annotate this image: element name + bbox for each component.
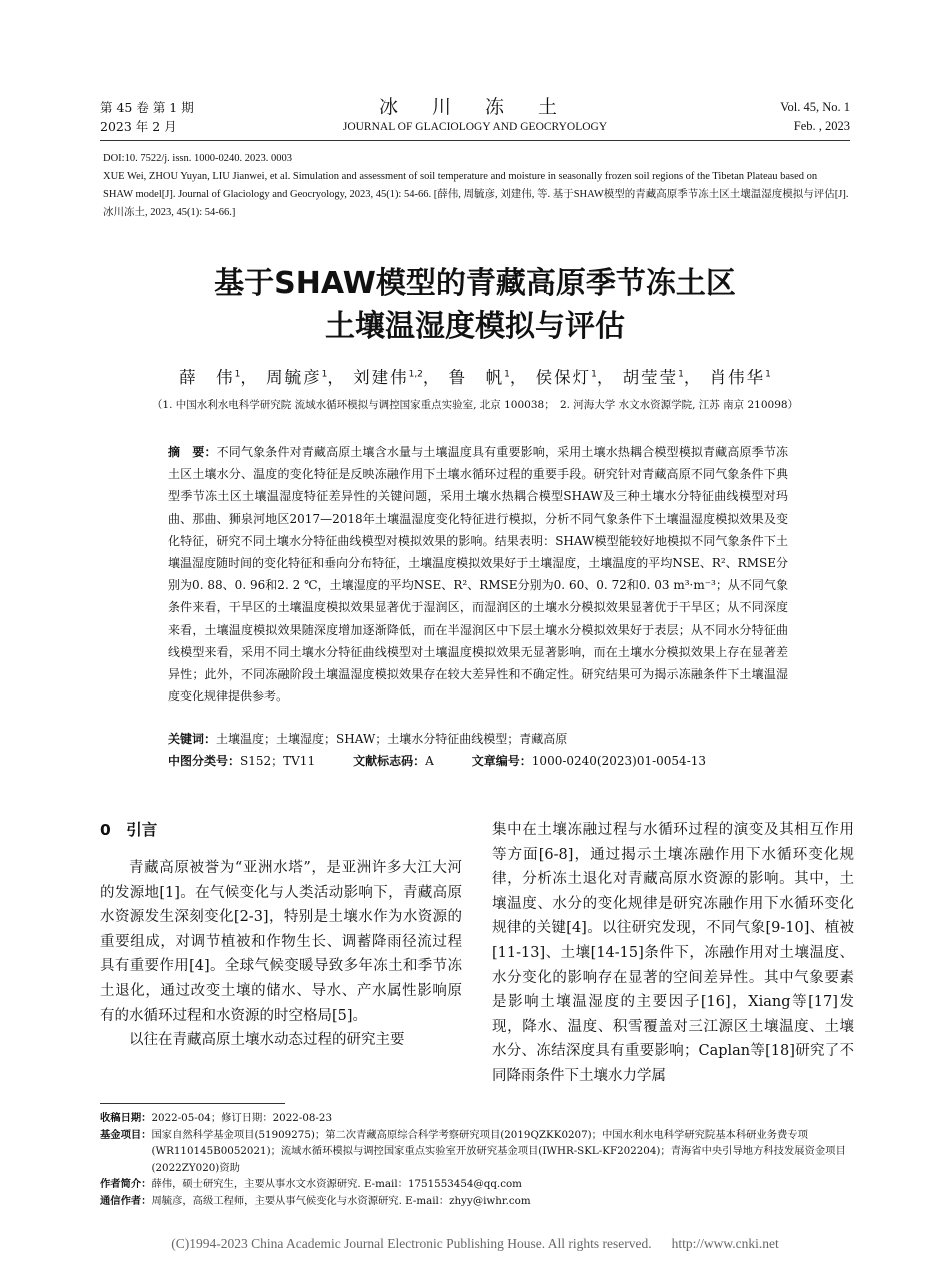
date-en: Feb. , 2023 <box>793 119 850 133</box>
body-paragraph: 以往在青藏高原土壤水动态过程的研究主要 <box>129 1032 405 1049</box>
citation-block <box>103 150 849 222</box>
article-no-label: 文章编号： <box>471 754 532 768</box>
running-header-left <box>100 98 194 136</box>
keywords <box>168 730 788 747</box>
keywords-text: 土壤温度；土壤湿度；SHAW；土壤水分特征曲线模型；青藏高原 <box>216 732 568 746</box>
doc-code-label: 文献标志码： <box>353 754 426 768</box>
volume-issue-en: Vol. 45, No. 1 <box>780 100 850 114</box>
running-header-center <box>300 96 650 136</box>
section-heading: 0 引言 <box>100 821 158 839</box>
clc-label: 中图分类号： <box>168 754 241 768</box>
volume-issue-cn: 第 45 卷 第 1 期 <box>100 100 194 115</box>
author: 刘建伟$^{1,2}$ <box>353 368 423 387</box>
abstract-text: 不同气象条件对青藏高原土壤含水量与土壤温度具有重要影响，采用土壤水热耦合模型模拟青藏高原季节冻土区土壤水分、温度的变化特征是反映冻融作用下土壤水循环过程的重要手段。研究针对青藏高原不同气象条件下典型季节冻土区土壤温湿度特征差异性的关键问题，采用土壤水热耦合模型SHAW及三种土壤水分特征曲线模型对玛曲、那曲、狮泉河地区2017—2018年土壤温湿度变化特征进行模拟，分析不同气象条件下土壤温湿度模拟效果及变化特征，研究不同土壤水分特征曲线模型对模拟效果的影响。结果表明：SHAW模型能较好地模拟不同气象条件下土壤温湿度随时间的变化特征和垂向分布特征，土壤温度模拟效果好于土壤湿度，土壤温度的平均NSE、R²、RMSE分别为0. 88、0. 96和2. 2 ℃，土壤湿度的平均NSE、R²、RMSE分别为0. 60、0. 72和0. 03 m³·m⁻³；从不同气象条件来看，干旱区的土壤温度模拟效果显著优于湿润区，而湿润区的土壤水分模拟效果显著优于干旱区；从不同深度来看，土壤温度模拟效果随深度增加逐渐降低，而在半湿润区中下层土壤水分模拟效果好于表层；从不同水分特征曲线模型来看，采用不同土壤水分特征曲线模型对土壤温度模拟效果无显著影响，而在土壤水分模拟效果上存在显著差异性；此外，不同冻融阶段土壤温湿度模拟效果存在较大差异性和不确定性。研究结果可为揭示冻融条件下土壤温湿度变化规律提供参考。 <box>168 445 788 704</box>
author: 薛 伟$^1$ <box>179 368 241 387</box>
date-cn: 2023 年 2 月 <box>100 119 177 134</box>
footnotes <box>100 1110 852 1209</box>
journal-name-cn: 冰 川 冻 土 <box>378 96 572 118</box>
author: 肖伟华$^1$ <box>709 368 771 387</box>
copyright-text: (C)1994-2023 China Academic Journal Electronic Publishing House. All rights reserved. <box>171 1236 652 1251</box>
abstract-label: 摘 要： <box>168 445 217 459</box>
header-rule <box>100 140 850 141</box>
footnote-corresponding: 通信作者： 周毓彦，高级工程师，主要从事气候变化与水资源研究. E-mail：zhyy@iwhr.com <box>100 1194 531 1207</box>
footnote-funding: 基金项目： 国家自然科学基金项目(51909275)；第二次青藏高原综合科学考察研究项目(2019QZKK0207)；中国水利水电科学研究院基本科研业务费专项(WR110145B0052021)；流域水循环模拟与调控国家重点实验室开放研究基金项目(IWHR-SKL-KF202204)；青海省中央引导地方科技发展资金项目(2022ZY020)资助 <box>100 1128 846 1174</box>
doc-code-value: A <box>425 754 434 768</box>
author: 周毓彦$^1$ <box>266 368 328 387</box>
abstract <box>168 441 788 707</box>
journal-name-en: JOURNAL OF GLACIOLOGY AND GEOCRYOLOGY <box>342 121 608 133</box>
body-paragraph: 集中在土壤冻融过程与水循环过程的演变及其相互作用等方面[6-8]，通过揭示土壤冻融作用下水循环变化规律，分析冻土退化对青藏高原水资源的影响。其中，土壤温度、水分的变化规律是研究冻融作用下水循环变化规律的关键[4]。以往研究发现，不同气象[9-10]、植被[11-13]、土壤[14-15]条件下，冻融作用对土壤温度、水分变化的影响存在显著的空间差异性。其中气象要素是影响土壤温湿度的主要因子[16]，Xiang等[17]发现，降水、温度、积雪覆盖对三江源区土壤温度、土壤水分、冻结深度具有重要影响；Caplan等[18]研究了不同降雨条件下土壤水力学属 <box>492 822 854 1084</box>
paper-title <box>0 262 950 348</box>
doi[interactable]: DOI:10. 7522/j. issn. 1000-0240. 2023. 0003 <box>103 153 292 164</box>
classification-line <box>168 752 788 769</box>
cnki-link[interactable]: http://www.cnki.net <box>671 1236 779 1251</box>
body-paragraph: 青藏高原被誉为“亚洲水塔”，是亚洲许多大江大河的发源地[1]。在气候变化与人类活动影响下，青藏高原水资源发生深刻变化[2-3]，特别是土壤水作为水资源的重要组成，对调节植被和作物生长、调蓄降雨径流过程具有重要作用[4]。全球气候变暖导致多年冻土和季节冻土退化，通过改变土壤的储水、导水、产水属性影响原有的水循环过程和水资源的时空格局[5]。 <box>100 860 462 1024</box>
author: 侯保灯$^1$ <box>535 368 597 387</box>
clc-value: S152；TV11 <box>240 754 316 768</box>
author-list: 薛 伟$^1$， 周毓彦$^1$， 刘建伟$^{1,2}$， 鲁 帆$^1$， 侯保灯$^1$， 胡莹莹$^1$， 肖伟华$^1$ <box>179 368 771 387</box>
article-no-value: 1000-0240(2023)01-0054-13 <box>531 754 707 768</box>
citation-text: XUE Wei, ZHOU Yuyan, LIU Jianwei, et al. Simulation and assessment of soil temperature and moisture in seasonally frozen soil regions of the Tibetan Plateau based on SHAW model[J]. Journal of Glaciology and Geocryology, 2023, 45(1): 54-66. [薛伟, 周毓彦, 刘建伟, 等. 基于SHAW模型的青藏高原季节冻土区土壤温湿度模拟与评估[J]. 冰川冻土, 2023, 45(1): 54-66.] <box>103 171 849 218</box>
title-line-1: 基于SHAW模型的青藏高原季节冻土区 <box>214 266 736 301</box>
body-left-column <box>100 818 462 1053</box>
author: 鲁 帆$^1$ <box>448 368 510 387</box>
body-right-column <box>492 818 854 1089</box>
affiliations: （1. 中国水利水电科学研究院 流域水循环模拟与调控国家重点实验室, 北京 100038； 2. 河海大学 水文水资源学院, 江苏 南京 210098） <box>151 399 799 411</box>
copyright-footer <box>0 1236 950 1252</box>
keywords-label: 关键词： <box>168 732 217 746</box>
footnote-received: 收稿日期： 2022-05-04；修订日期：2022-08-23 <box>100 1112 333 1124</box>
author: 胡莹莹$^1$ <box>622 368 684 387</box>
footnote-author-bio: 作者简介： 薛伟，硕士研究生，主要从事水文水资源研究. E-mail：1751553454@qq.com <box>100 1178 522 1190</box>
running-header-right <box>780 98 850 136</box>
title-line-2: 土壤温湿度模拟与评估 <box>325 309 625 344</box>
footnote-rule <box>100 1103 285 1104</box>
